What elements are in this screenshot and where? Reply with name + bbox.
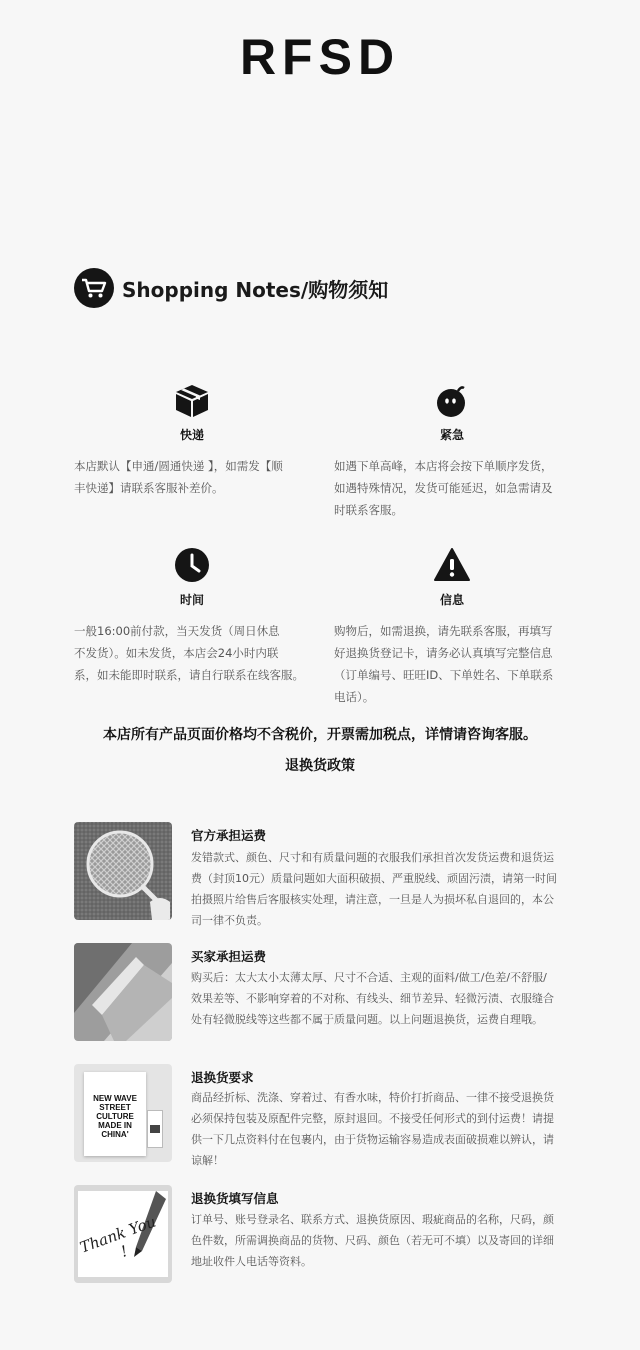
delivery-text: 本店默认【申通/圆通快递 】，如需发【顺 丰快递】请联系客服补差价。 <box>74 459 283 495</box>
info-label: 信息 <box>439 593 464 607</box>
shopping-cart-icon <box>74 268 114 308</box>
policy-title: 退换货政策 <box>285 758 355 774</box>
policy-heading: 退换货要求 <box>191 1070 254 1085</box>
label-card: NEW WAVE STREET CULTURE MADE IN CHINA' <box>84 1072 146 1156</box>
shopping-notes-header <box>74 268 388 308</box>
package-box-icon <box>173 382 211 420</box>
urgent-label: 紧急 <box>439 428 464 442</box>
delivery-label: 快递 <box>179 428 204 442</box>
policy-text: 订单号、账号登录名、联系方式、退换货原因、瑕疵商品的名称，尺码，颜 色件数，所需调换商品的货物、尺码、颜色（若无可不填）以及寄回的详细 地址收件人电话等资料。 <box>191 1213 554 1268</box>
bomb-icon <box>433 382 471 420</box>
handwriting-text: Thank You ! <box>77 1212 159 1261</box>
brand-logo: RFSD <box>239 29 401 85</box>
policy-heading: 买家承担运费 <box>191 949 267 964</box>
clothing-label-image <box>74 1064 172 1162</box>
policy-heading: 官方承担运费 <box>191 828 267 843</box>
policy-text: 购买后：太大太小太薄太厚、尺寸不合适、主观的面料/做工/色差/不舒服/ 效果差等、不影响穿着的不对称、有线头、细节差异、轻微污渍、衣服缝合 处有轻微脱线等这些都不属于质量问题。以上问题退换货，运费自理哦。 <box>191 971 554 1026</box>
time-label: 时间 <box>179 593 204 607</box>
time-text: 一般16:00前付款，当天发货（周日休息 不发货）。如未发货，本店会24小时内联 系，如未能即时联系，请自行联系在线客服。 <box>74 624 304 682</box>
fabric-magnifier-image <box>74 822 172 920</box>
info-text: 购物后，如需退换，请先联系客服，再填写 好退换货登记卡，请务必认真填写完整信息 （订单编号、旺旺ID、下单姓名、下单联系 电话）。 <box>334 624 554 704</box>
hang-tag <box>147 1110 163 1148</box>
section-title: Shopping Notes/购物须知 <box>122 277 389 302</box>
warning-triangle-icon <box>433 546 471 584</box>
thank-you-note-image <box>74 1185 172 1283</box>
policy-text: 发错款式、颜色、尺寸和有质量问题的衣服我们承担首次发货运费和退货运 费（封顶10元）质量问题如大面积破损、严重脱线、顽固污渍，请第一时间 拍摄照片给售后客服核实处理，请注意，一旦是人为损坏私自退回的，本公 司一律不负责。 <box>191 851 557 927</box>
clock-icon <box>173 546 211 584</box>
folded-fabric-image <box>74 943 172 1041</box>
policy-heading: 退换货填写信息 <box>191 1191 279 1206</box>
policy-text: 商品经折标、洗涤、穿着过、有香水味，特价打折商品、一律不接受退换货 必须保持包装及原配件完整，原封退回。不接受任何形式的到付运费！请提 供一下几点资料付在包裹内，由于货物运输容易造成表面破损难以辨认，请 谅解！ <box>191 1091 554 1167</box>
tax-notice: 本店所有产品页面价格均不含税价，开票需加税点，详情请咨询客服。 <box>103 727 537 743</box>
urgent-text: 如遇下单高峰，本店将会按下单顺序发货， 如遇特殊情况，发货可能延迟，如急需请及 时联系客服。 <box>334 459 553 517</box>
